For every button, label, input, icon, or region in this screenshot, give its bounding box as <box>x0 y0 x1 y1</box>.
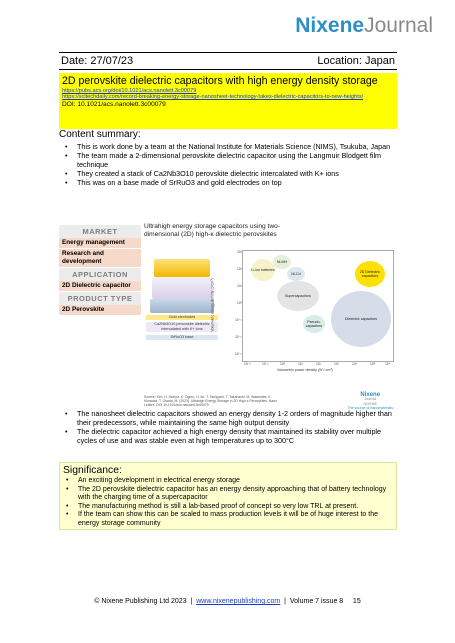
y-tick: 10² <box>237 267 242 271</box>
watermark-sub3: The source of nanomaterials <box>347 406 393 411</box>
srruo3-label: SrRuO3 base <box>146 335 218 340</box>
figure-watermark <box>347 393 393 411</box>
article-doi: DOI: 10.1021/acs.nanolett.3c00079 <box>62 100 166 108</box>
figure-title: Ultrahigh energy storage capacitors using two-dimensional (2D) high-κ dielectric perovskites <box>144 223 280 238</box>
x-tick: 10⁰ <box>280 362 286 366</box>
significance-box <box>59 462 397 530</box>
footer-copyright: © Nixene Publishing Ltd 2023 <box>94 598 187 605</box>
list-item: • The manufacturing method is still a lab-based proof of concept so very low TRL at present. <box>60 503 396 512</box>
ragone-plot <box>242 250 394 362</box>
y-tick: 10⁻² <box>235 335 242 339</box>
y-tick: 10⁻¹ <box>235 318 242 322</box>
watermark-logo: Nixene <box>360 392 381 398</box>
y-tick: 10³ <box>237 250 242 254</box>
y-tick: 10⁰ <box>237 301 243 305</box>
content-summary-heading: Content summary: <box>59 129 141 140</box>
footer-website-link[interactable]: www.nixenepublishing.com <box>196 598 281 605</box>
list-item: • The team made a 2-dimensional perovskite dielectric capacitor using the Langmuir Blodgett film technique <box>59 151 397 169</box>
list-item: • This is work done by a team at the National Institute for Materials Science (NIMS), Tsukuba, Japan <box>59 142 397 151</box>
list-item: • The dielectric capacitor achieved a high energy density that maintained its stability over multiple cycles of use and was stable even at high temperatures up to 300°C <box>59 427 397 445</box>
y-tick: 10⁻³ <box>235 352 242 356</box>
page-footer <box>0 597 455 606</box>
source-link-scitechdaily[interactable]: https://scitechdaily.com/record-breaking-energy-storage-nanosheet-technology-takes-dielectric-capacitors-to-new-heights/ <box>62 94 364 101</box>
application-header: APPLICATION <box>59 268 141 281</box>
article-date: Date: 27/07/23 <box>61 55 134 67</box>
article-location: Location: Japan <box>317 55 395 67</box>
y-axis-label: Volumetric energy density (J/cm³) <box>210 278 215 332</box>
dateline <box>59 52 397 70</box>
gold-electrode-label: Gold electrodes <box>146 315 218 320</box>
significance-list <box>60 477 396 529</box>
nicd-region: Ni-Cd <box>287 267 305 281</box>
market-item: Energy management <box>59 238 141 249</box>
x-tick: 10⁻¹ <box>262 362 269 366</box>
figure-panel <box>144 223 397 410</box>
x-tick: 10⁵ <box>370 362 376 366</box>
journal-logo <box>295 14 433 38</box>
y-tick: 10¹ <box>237 284 242 288</box>
findings-list <box>59 409 397 445</box>
footer-volume: Volume 7 issue 8 <box>289 598 344 605</box>
list-item: • An exciting development in electrical energy storage <box>60 477 396 486</box>
device-stack-illustration <box>146 251 218 367</box>
classification-sidebar <box>59 225 141 316</box>
page-number: 15 <box>352 598 361 605</box>
list-item: • The 2D perovskite dielectric capacitor has an energy density approaching that of battery technology with the charging time of a supercapacitor <box>60 486 396 503</box>
market-item: Research and development <box>59 249 141 268</box>
x-tick: 10³ <box>334 362 339 366</box>
x-tick: 10⁶ <box>385 362 391 366</box>
nimh-region: Ni-MH <box>273 255 291 269</box>
headline-box <box>59 73 397 129</box>
x-axis-label: Volumetric power density (W / cm³) <box>277 368 333 372</box>
watermark-sub2: NIXENE <box>363 401 377 406</box>
x-tick: 10¹ <box>298 362 303 366</box>
li-ion-region: Li-ion batteries <box>251 259 275 281</box>
supercapacitor-region: Supercapacitors <box>277 281 319 311</box>
watermark-sub1: Journal <box>364 397 377 402</box>
gold-electrode-layer <box>154 259 210 277</box>
application-item: 2D Dielectric capacitor <box>59 281 141 292</box>
dielectric-capacitor-region: Dielectric capacitors <box>331 291 391 347</box>
footer-separator: | <box>190 598 193 605</box>
article-title: 2D perovskite dielectric capacitors with high energy density storage <box>62 75 378 87</box>
product-type-header: PRODUCT TYPE <box>59 292 141 305</box>
market-header: MARKET <box>59 225 141 238</box>
x-tick: 10² <box>316 362 321 366</box>
srruo3-base-layer <box>150 299 214 313</box>
perovskite-label: Ca2Nb3O10 perovskite dielectric intercalated with K+ ions <box>146 322 218 332</box>
product-type-item: 2D Perovskite <box>59 305 141 316</box>
pseudocapacitor-region: Pseudo-capacitors <box>303 315 325 333</box>
figure-source: Source: Kim, H. Moriya, K. Oguro, H. Ito, T. Taniguchi, T. Takahashi, M. Watanabe, K. Muraoka, T. Osada, M. (2023). Ultrahigh Energy Storage in 2D High-κ Perovskites. Nano Letters. DOI 10.1021/acs.nanolett.3c00079 <box>144 395 277 408</box>
logo-journal: Journal <box>364 14 433 37</box>
logo-nixene: Nixene <box>295 14 365 37</box>
2d-dielectric-capacitor-region: 2D Dielectric capacitors <box>355 261 385 287</box>
content-summary-list <box>59 142 397 187</box>
footer-separator: | <box>284 598 286 605</box>
list-item: • This was on a base made of SrRuO3 and gold electrodes on top <box>59 178 397 187</box>
significance-heading: Significance: <box>63 465 122 476</box>
x-tick: 10⁻² <box>244 362 251 366</box>
source-link-acs[interactable]: https://pubs.acs.org/doi/10.1021/acs.nanolett.3c00079 <box>62 88 197 94</box>
perovskite-layer <box>152 277 212 299</box>
list-item: • The nanosheet dielectric capacitors showed an energy density 1-2 orders of magnitude higher than their predecessors, while maintaining the same high output density <box>59 409 397 427</box>
x-tick: 10⁴ <box>352 362 358 366</box>
list-item: • They created a stack of Ca2Nb3O10 perovskite dielectric intercalated with K+ ions <box>59 169 397 178</box>
list-item: • If the team can show this can be scaled to mass production levels it will be of huge interest to the energy storage community <box>60 511 396 528</box>
